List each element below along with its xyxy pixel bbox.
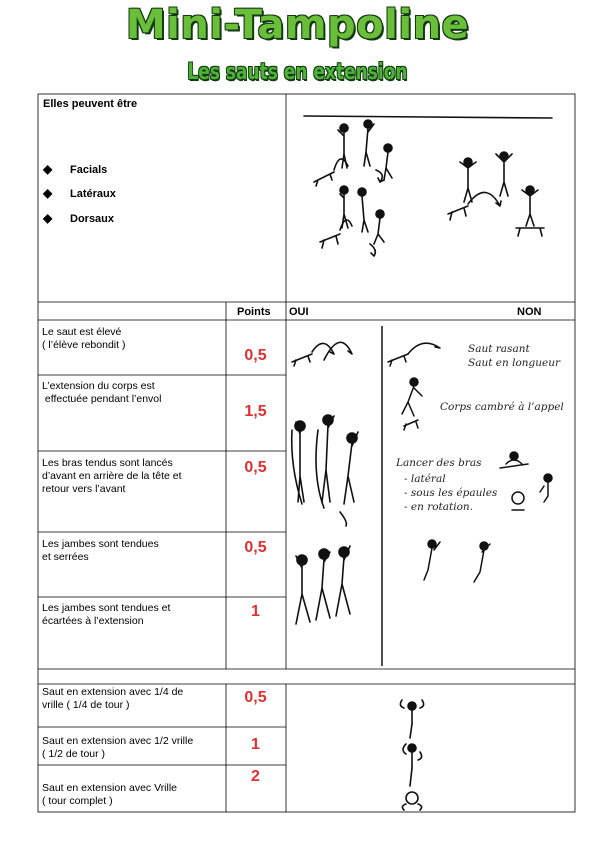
note-saut-rasant: Saut rasant (468, 343, 530, 355)
note-lateral: - latéral (404, 473, 446, 485)
vrille-sketch (370, 694, 460, 814)
page-subtitle: Les sauts en extension (187, 60, 408, 85)
intro-heading: Elles peuvent être (43, 98, 138, 110)
points-value: 0,5 (244, 539, 267, 556)
points-value: 1 (251, 603, 260, 620)
note-corps-cambre: Corps cambré à l’appel (440, 401, 564, 413)
diamond-icon: ◆ (43, 186, 53, 200)
criterion-text: Les bras tendus sont lancés d’avant en arrière de la tête et retour vers l’avant (42, 457, 182, 495)
oui-header: OUI (289, 306, 309, 318)
points-value: 0,5 (244, 689, 267, 706)
non-header: NON (517, 306, 542, 318)
oui-sketch (288, 326, 378, 666)
diamond-icon: ◆ (43, 211, 53, 225)
note-saut-longueur: Saut en longueur (468, 357, 561, 369)
list-item: ◆ Dorsaux (43, 211, 115, 225)
vrille-text: Saut en extension avec Vrille ( tour complet ) (42, 782, 178, 807)
list-item: ◆ Facials (43, 162, 108, 176)
non-sketch (378, 326, 574, 666)
page-title: Mini-Tampoline (125, 2, 470, 48)
note-lancer-bras: Lancer des bras (396, 457, 482, 469)
list-item: ◆ Latéraux (43, 186, 116, 200)
points-value: 1,5 (244, 403, 267, 420)
criterion-text: Les jambes sont tendues et serrées (42, 538, 159, 563)
note-rotation: - en rotation. (404, 501, 474, 513)
vrille-text: Saut en extension avec 1/4 de vrille ( 1/4 de tour ) (42, 686, 184, 711)
points-value: 1 (251, 736, 260, 753)
vrille-text: Saut en extension avec 1/2 vrille ( 1/2 de tour ) (42, 735, 194, 760)
criterion-text: Le saut est élevé ( l’élève rebondit ) (42, 326, 126, 351)
points-value: 0,5 (244, 459, 267, 476)
points-header: Points (237, 306, 271, 318)
diamond-icon: ◆ (43, 162, 53, 176)
jump-sequence-sketch (300, 110, 560, 270)
points-value: 2 (251, 768, 260, 785)
note-sous-epaules: - sous les épaules (404, 487, 498, 499)
criterion-text: Les jambes sont tendues et écartées à l’extension (42, 602, 171, 627)
points-value: 0,5 (244, 347, 267, 364)
criterion-text: L’extension du corps est effectuée pendant l’envol (42, 380, 162, 405)
